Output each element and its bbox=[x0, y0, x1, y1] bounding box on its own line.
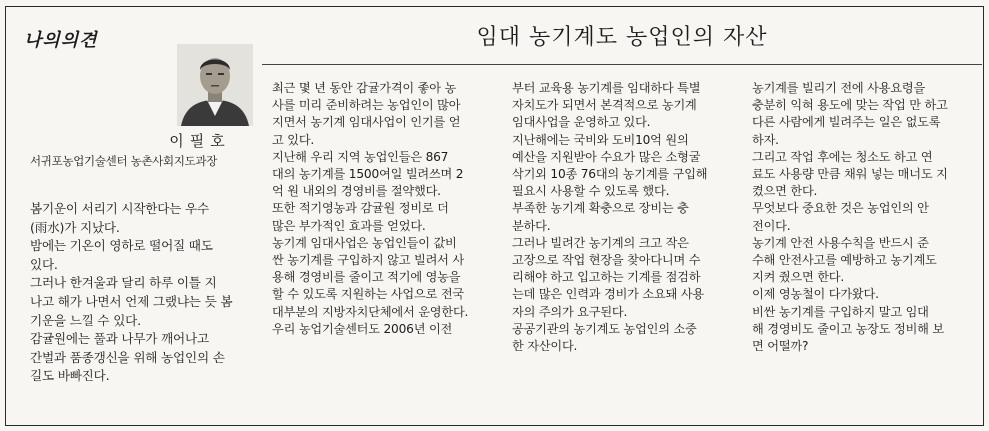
text-line: 고장으로 작업 현장을 찾아다니며 수 bbox=[512, 253, 701, 268]
text-line: 분하다. bbox=[512, 218, 551, 233]
text-line: 대부분의 지방자치단체에서 운영한다. bbox=[272, 304, 469, 319]
text-line: 길도 바빠진다. bbox=[30, 368, 110, 384]
text-line: 그러나 빌려간 농기계의 크고 작은 bbox=[512, 235, 689, 250]
text-line: 또한 적기영농과 감귤원 정비로 더 bbox=[272, 201, 449, 216]
text-line: 지난해에는 국비와 도비10억 원의 bbox=[512, 132, 689, 147]
text-line: 하자. bbox=[752, 132, 779, 147]
text-line: 비싼 농기계를 구입하지 말고 임대 bbox=[752, 304, 929, 319]
text-line: 최근 몇 년 동안 감귤가격이 좋아 농 bbox=[272, 81, 457, 95]
text-line: 농기계 안전 사용수칙을 반드시 준 bbox=[752, 235, 929, 250]
body-column-4 bbox=[752, 80, 980, 355]
text-line: 이제 영농철이 다가왔다. bbox=[752, 287, 879, 302]
text-line: 자의 주의가 요구된다. bbox=[512, 304, 628, 319]
text-line: 부터 교육용 농기계를 임대하다 특별 bbox=[512, 81, 701, 95]
body-column-3 bbox=[512, 80, 737, 355]
text-line: 부족한 농기계 확충으로 장비는 충 bbox=[512, 201, 689, 216]
text-line: 농기계 임대사업은 농업인들이 값비 bbox=[272, 235, 457, 250]
text-line: 억 원 내외의 경영비를 절약했다. bbox=[272, 184, 441, 199]
text-line: 감귤원에는 풀과 나무가 깨어나고 bbox=[30, 331, 209, 347]
text-line: 한 자산이다. bbox=[512, 339, 578, 354]
text-line: 지면서 농기계 임대사업이 인기를 얻 bbox=[272, 115, 461, 130]
author-affiliation: 서귀포농업기술센터 농촌사회지도과장 bbox=[30, 154, 218, 168]
text-line: 공공기관의 농기계도 농업인의 소중 bbox=[512, 321, 697, 336]
title-rule bbox=[262, 64, 982, 65]
text-line: 간벌과 품종갱신을 위해 농업인의 손 bbox=[30, 349, 225, 365]
text-line: (雨水)가 지났다. bbox=[30, 219, 120, 235]
text-line: 할 수 있도록 지원하는 사업으로 전국 bbox=[272, 287, 464, 302]
column-label: 나의의견 bbox=[24, 30, 98, 51]
text-line: 밤에는 기온이 영하로 떨어질 때도 bbox=[30, 238, 213, 254]
text-line: 농기계를 빌리기 전에 사용요령을 bbox=[752, 81, 926, 95]
text-line: 전이다. bbox=[752, 218, 791, 233]
text-line: 무엇보다 중요한 것은 농업인의 안 bbox=[752, 201, 929, 216]
body-column-1 bbox=[30, 200, 254, 386]
text-line: 충분히 익혀 용도에 맞는 작업 만 하고 bbox=[752, 98, 948, 113]
text-line: 고 있다. bbox=[272, 132, 315, 147]
text-line: 삭기외 10종 76대의 농기계를 구입해 bbox=[512, 167, 708, 182]
text-line: 다른 사람에게 빌려주는 일은 없도록 bbox=[752, 115, 941, 130]
text-line: 많은 부가적인 효과를 얻었다. bbox=[272, 218, 426, 233]
body-column-2 bbox=[272, 80, 498, 338]
text-line: 있다. bbox=[30, 256, 58, 272]
text-line: 그러나 한겨울과 달리 하루 이틀 지 bbox=[30, 275, 217, 291]
text-line: 면 어떨까? bbox=[752, 339, 809, 354]
text-line: 기운을 느낄 수 있다. bbox=[30, 312, 141, 328]
text-line: 우리 농업기술센터도 2006년 이전 bbox=[272, 321, 453, 336]
text-line: 나고 해가 나면서 언제 그랬냐는 듯 봄 bbox=[30, 293, 233, 309]
text-line: 그리고 작업 후에는 청소도 하고 연 bbox=[752, 149, 933, 164]
text-line: 필요시 사용할 수 있도록 했다. bbox=[512, 184, 670, 199]
text-line: 켰으면 한다. bbox=[752, 184, 818, 199]
text-line: 는데 많은 인력과 경비가 소요돼 사용 bbox=[512, 287, 704, 302]
text-line: 리해야 하고 입고하는 기계를 점검하 bbox=[512, 270, 701, 285]
text-line: 임대사업을 운영하고 있다. bbox=[512, 115, 651, 130]
text-line: 싼 농기계를 구입하지 않고 빌려서 사 bbox=[272, 253, 464, 268]
text-line: 봄기운이 서리기 시작한다는 우수 bbox=[30, 201, 209, 216]
text-line: 예산을 지원받아 수요가 많은 소형굴 bbox=[512, 149, 701, 164]
text-line: 수해 안전사고를 예방하고 농기계도 bbox=[752, 253, 937, 268]
text-line: 지켜 줬으면 한다. bbox=[752, 270, 845, 285]
text-line: 료도 사용량 만큼 채워 넣는 매너도 지 bbox=[752, 167, 948, 182]
article-title: 임대 농기계도 농업인의 자산 bbox=[476, 25, 768, 50]
text-line: 사를 미리 준비하려는 농업인이 많아 bbox=[272, 98, 461, 113]
text-line: 대의 농기계를 1500여일 빌려쓰며 2 bbox=[272, 167, 464, 182]
text-line: 용해 경영비를 줄이고 적기에 영농을 bbox=[272, 270, 461, 285]
text-line: 지난해 우리 지역 농업인들은 867 bbox=[272, 149, 449, 164]
text-line: 해 경영비도 줄이고 농장도 정비해 보 bbox=[752, 321, 944, 336]
text-line: 자치도가 되면서 본격적으로 농기계 bbox=[512, 98, 697, 113]
author-name: 이필호 bbox=[169, 132, 231, 150]
author-photo bbox=[177, 44, 253, 126]
